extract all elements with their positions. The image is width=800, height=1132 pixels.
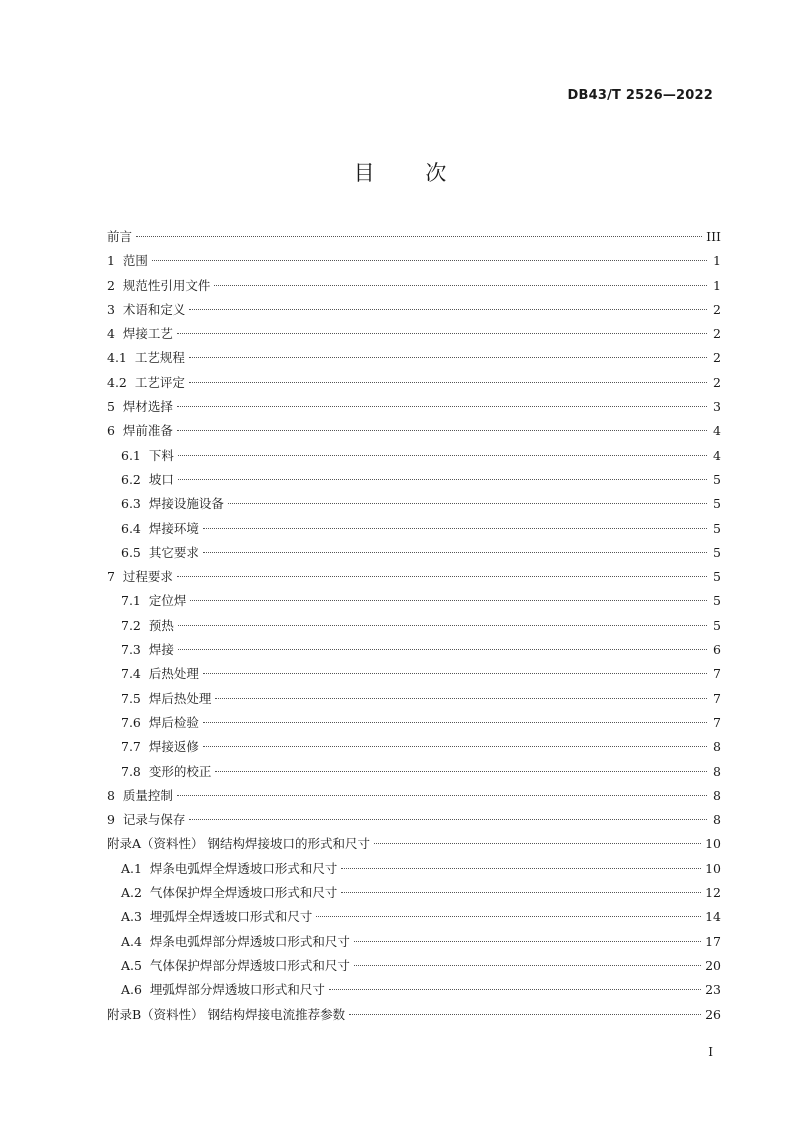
dot-leader — [329, 989, 701, 990]
dot-leader — [228, 503, 707, 504]
toc-entry-number: 3 — [107, 301, 123, 317]
toc-entry[interactable] — [107, 517, 721, 541]
dot-leader — [189, 309, 707, 310]
toc-entry-number: 6 — [107, 423, 123, 439]
dot-leader — [203, 552, 707, 553]
toc-entry[interactable] — [107, 298, 721, 322]
toc-entry-page: 7 — [713, 666, 721, 682]
dot-leader — [177, 406, 707, 407]
dot-leader — [136, 236, 702, 237]
toc-entry-page: 2 — [713, 374, 721, 390]
toc-entry[interactable] — [107, 735, 721, 759]
toc-entry[interactable] — [107, 614, 721, 638]
dot-leader — [203, 722, 707, 723]
toc-entry-title: 埋弧焊全焊透坡口形式和尺寸 — [149, 909, 313, 925]
dot-leader — [354, 941, 701, 942]
toc-entry-page: 4 — [713, 423, 721, 439]
toc-entry-page: 1 — [713, 253, 721, 269]
toc-entry-number: A.6 — [121, 982, 150, 998]
toc-entry-page: 17 — [705, 933, 721, 949]
toc-entry[interactable] — [107, 444, 721, 468]
toc-entry[interactable] — [107, 857, 721, 881]
toc-entry-number: 7.1 — [121, 593, 149, 609]
dot-leader — [349, 1014, 701, 1015]
toc-entry-number: 7.8 — [121, 763, 149, 779]
dot-leader — [189, 382, 707, 383]
dot-leader — [203, 746, 707, 747]
dot-leader — [177, 430, 707, 431]
toc-entry[interactable] — [107, 687, 721, 711]
toc-entry-page: 4 — [713, 447, 721, 463]
toc-entry-title: 工艺规程 — [134, 350, 185, 366]
dot-leader — [374, 843, 701, 844]
toc-entry-title: 埋弧焊部分焊透坡口形式和尺寸 — [149, 982, 325, 998]
toc-entry-page: 2 — [713, 326, 721, 342]
dot-leader — [341, 868, 701, 869]
toc-entry-title: 下料 — [148, 447, 174, 463]
toc-entry[interactable] — [107, 541, 721, 565]
toc-entry[interactable] — [107, 760, 721, 784]
toc-entry-page: 5 — [713, 593, 721, 609]
toc-entry-title: 其它要求 — [148, 544, 199, 560]
toc-entry-title: 定位焊 — [148, 593, 187, 609]
toc-entry-number: 7.2 — [121, 617, 149, 633]
toc-entry[interactable] — [107, 274, 721, 298]
toc-entry-title: 焊接 — [148, 642, 174, 658]
toc-entry-number: 7 — [107, 569, 123, 585]
toc-entry-title: 变形的校正 — [148, 763, 212, 779]
dot-leader — [215, 771, 707, 772]
toc-entry-page: 10 — [705, 860, 721, 876]
toc-entry-page: 5 — [713, 496, 721, 512]
toc-entry-page: 5 — [713, 520, 721, 536]
dot-leader — [178, 625, 707, 626]
page-number: I — [708, 1045, 713, 1059]
toc-entry[interactable] — [107, 346, 721, 370]
toc-entry-number: A.3 — [121, 909, 150, 925]
toc-entry-title: 焊条电弧焊全焊透坡口形式和尺寸 — [149, 860, 338, 876]
toc-entry-title: 坡口 — [148, 471, 174, 487]
toc-entry-page: 6 — [713, 642, 721, 658]
toc-entry-page: 23 — [705, 982, 721, 998]
toc-entry-page: 20 — [705, 957, 721, 973]
toc-entry[interactable] — [107, 711, 721, 735]
toc-title: 目 次 — [353, 161, 469, 185]
toc-entry[interactable] — [107, 638, 721, 662]
toc-entry-title: 工艺评定 — [134, 374, 185, 390]
toc-entry-title: 过程要求 — [122, 569, 173, 585]
toc-entry-number: A.4 — [121, 933, 150, 949]
dot-leader — [203, 673, 707, 674]
toc-entry[interactable] — [107, 395, 721, 419]
toc-entry-page: 5 — [713, 544, 721, 560]
dot-leader — [189, 819, 707, 820]
toc-entry-number: 6.4 — [121, 520, 149, 536]
toc-entry-number: 7.5 — [121, 690, 149, 706]
dot-leader — [214, 285, 707, 286]
dot-leader — [178, 479, 707, 480]
toc-entry-number: 6.3 — [121, 496, 149, 512]
dot-leader — [189, 357, 707, 358]
toc-entry-title: 记录与保存 — [122, 812, 186, 828]
toc-entry-page: 8 — [713, 763, 721, 779]
toc-entry[interactable] — [107, 954, 721, 978]
toc-entry-page: 7 — [713, 690, 721, 706]
toc-entry-page: 2 — [713, 301, 721, 317]
toc-entry-page: 3 — [713, 399, 721, 415]
toc-entry-number: A.1 — [121, 860, 150, 876]
toc-entry[interactable] — [107, 905, 721, 929]
toc-entry[interactable] — [107, 322, 721, 346]
toc-entry[interactable] — [107, 371, 721, 395]
toc-entry-number: 6.1 — [121, 447, 149, 463]
toc-entry-number: A.2 — [121, 885, 150, 901]
dot-leader — [178, 455, 707, 456]
toc-entry-title: 焊前准备 — [122, 423, 173, 439]
toc-entry[interactable] — [107, 468, 721, 492]
toc-entry-title: 焊后热处理 — [148, 690, 212, 706]
toc-entry[interactable] — [107, 808, 721, 832]
toc-entry-page: 8 — [713, 787, 721, 803]
toc-entry-page: 5 — [713, 617, 721, 633]
toc-entry[interactable] — [107, 930, 721, 954]
toc-entry-page: 2 — [713, 350, 721, 366]
toc-entry-page: 26 — [705, 1006, 721, 1022]
toc-entry-page: 7 — [713, 714, 721, 730]
toc-entry-title: 焊接环境 — [148, 520, 199, 536]
toc-entry[interactable] — [107, 589, 721, 613]
toc-entry-page: 5 — [713, 471, 721, 487]
dot-leader — [316, 916, 701, 917]
dot-leader — [215, 698, 707, 699]
toc-entry-title: 气体保护焊全焊透坡口形式和尺寸 — [149, 885, 338, 901]
dot-leader — [178, 649, 707, 650]
toc-entry-title: 前言 — [107, 229, 133, 244]
toc-entry[interactable] — [107, 225, 721, 249]
dot-leader — [341, 892, 701, 893]
toc-entry-number: 8 — [107, 787, 123, 803]
toc-entry-page: 12 — [705, 885, 721, 901]
toc-entry-number: 9 — [107, 812, 123, 828]
toc-entry-title: 预热 — [148, 617, 174, 633]
standard-code: DB43/T 2526—2022 — [567, 88, 713, 103]
toc-entry-number: 1 — [107, 253, 123, 269]
toc-entry-title: 焊后检验 — [148, 714, 199, 730]
toc-entry-page: 8 — [713, 739, 721, 755]
toc-entry-number: 4.2 — [107, 374, 135, 390]
toc-entry-number: A.5 — [121, 957, 150, 973]
toc-entry-page: III — [706, 229, 721, 244]
dot-leader — [177, 576, 707, 577]
toc-entry[interactable] — [107, 881, 721, 905]
toc-entry-title: 术语和定义 — [122, 301, 186, 317]
toc-entry-title: 规范性引用文件 — [122, 277, 211, 293]
toc-entry-number: 5 — [107, 399, 123, 415]
toc-entry-title: 气体保护焊部分焊透坡口形式和尺寸 — [149, 957, 350, 973]
dot-leader — [152, 260, 707, 261]
toc-entry[interactable] — [107, 419, 721, 443]
toc-entry-page: 1 — [713, 277, 721, 293]
toc-entry[interactable] — [107, 832, 721, 856]
toc-entry-title: 质量控制 — [122, 787, 173, 803]
toc-entry-title: 焊接工艺 — [122, 326, 173, 342]
toc-entry[interactable] — [107, 784, 721, 808]
toc-entry[interactable] — [107, 492, 721, 516]
toc-entry-title: 焊条电弧焊部分焊透坡口形式和尺寸 — [149, 933, 350, 949]
toc-entry-page: 5 — [713, 569, 721, 585]
dot-leader — [203, 528, 707, 529]
toc-entry-title: 附录B（资料性） 钢结构焊接电流推荐参数 — [107, 1006, 346, 1022]
dot-leader — [177, 333, 707, 334]
toc-entry-number: 7.6 — [121, 714, 149, 730]
toc-entry-page: 14 — [705, 909, 721, 925]
toc-entry-title: 焊接设施设备 — [148, 496, 224, 512]
toc-entry-page: 10 — [705, 836, 721, 852]
dot-leader — [190, 600, 707, 601]
toc-entry-page: 8 — [713, 812, 721, 828]
toc-entry-title: 焊材选择 — [122, 399, 173, 415]
toc-entry-title: 焊接返修 — [148, 739, 199, 755]
dot-leader — [177, 795, 707, 796]
toc-entry-number: 7.3 — [121, 642, 149, 658]
toc-entry-number: 2 — [107, 277, 123, 293]
toc-entry[interactable] — [107, 249, 721, 273]
toc-entry-title: 范围 — [122, 253, 148, 269]
toc-entry-number: 4.1 — [107, 350, 135, 366]
dot-leader — [354, 965, 701, 966]
toc-entry[interactable] — [107, 1003, 721, 1027]
toc-entry-number: 6.5 — [121, 544, 149, 560]
toc-entry[interactable] — [107, 565, 721, 589]
toc-entry-title: 后热处理 — [148, 666, 199, 682]
toc-entry-title: 附录A（资料性） 钢结构焊接坡口的形式和尺寸 — [107, 836, 371, 852]
toc-entry[interactable] — [107, 662, 721, 686]
toc-entry-number: 6.2 — [121, 471, 149, 487]
table-of-contents — [107, 225, 721, 1027]
toc-entry-number: 4 — [107, 326, 123, 342]
toc-entry-number: 7.4 — [121, 666, 149, 682]
toc-entry-number: 7.7 — [121, 739, 149, 755]
toc-entry[interactable] — [107, 978, 721, 1002]
